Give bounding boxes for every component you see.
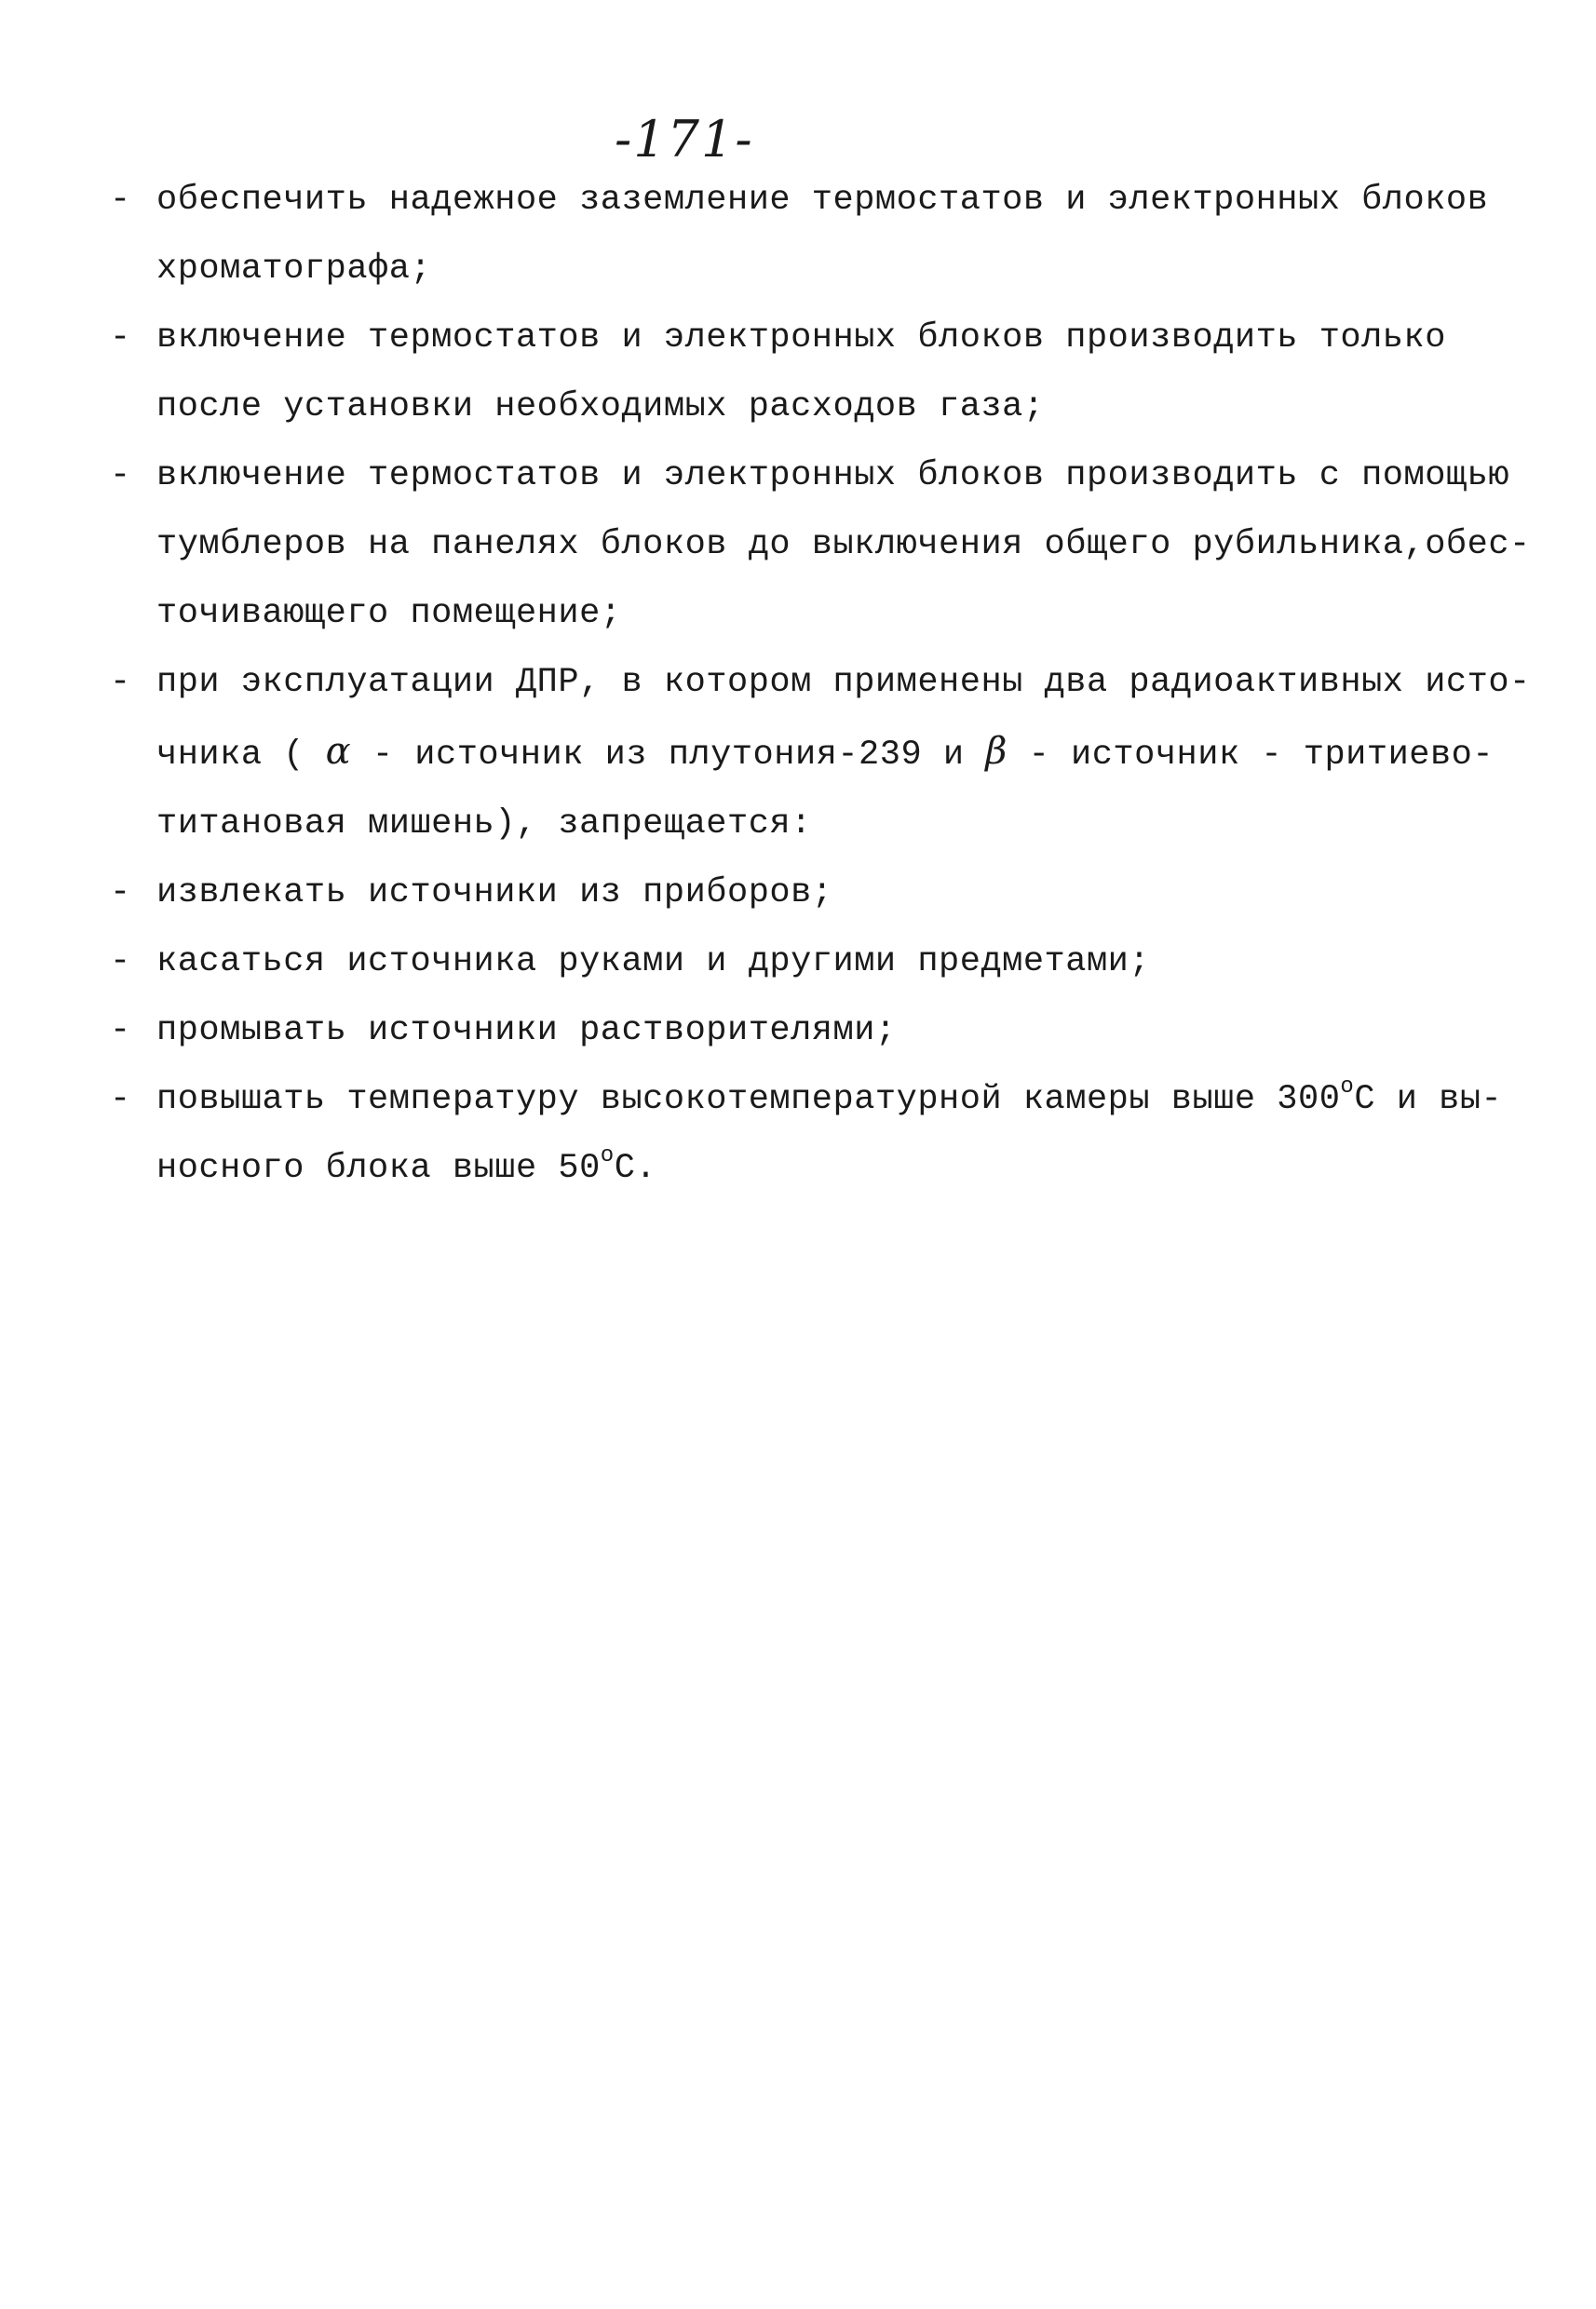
- text-fragment: С.: [614, 1149, 657, 1188]
- list-item: [110, 166, 1497, 304]
- text-line: промывать источники растворителями;: [156, 1011, 897, 1050]
- text-line: [156, 1134, 1497, 1203]
- text-fragment: повышать температуру высокотемпературной камеры выше 300: [156, 1080, 1341, 1119]
- item-text: [156, 166, 1497, 304]
- bullet-dash: -: [110, 942, 131, 981]
- list-item: [110, 648, 1531, 858]
- beta-symbol: β: [985, 730, 1008, 773]
- text-fragment: чника (: [156, 736, 304, 775]
- list-item: [110, 1065, 1503, 1203]
- text-line: извлекать источники из приборов;: [156, 873, 833, 912]
- bullet-dash: -: [110, 318, 131, 358]
- list-item: [110, 858, 1497, 927]
- list-item: [110, 927, 1497, 996]
- list-item: [110, 996, 1497, 1065]
- text-line: тумблеров на панелях блоков до выключения общего рубильника,обес-: [156, 525, 1531, 564]
- text-fragment: - источник из плутония-239 и: [351, 736, 986, 775]
- bullet-dash: -: [110, 1080, 131, 1119]
- text-line: титановая мишень), запрещается:: [156, 804, 812, 844]
- item-text: [156, 304, 1497, 441]
- text-line: после установки необходимых расходов газа;: [156, 387, 1045, 426]
- bullet-dash: -: [110, 873, 131, 912]
- item-text: [156, 441, 1531, 648]
- item-text: [156, 1065, 1503, 1203]
- requirements-list: [110, 166, 1531, 1203]
- text-line: при эксплуатации ДПР, в котором применены два радиоактивных исто-: [156, 663, 1531, 702]
- bullet-dash: -: [110, 1011, 131, 1050]
- degree-sign: о: [1340, 1073, 1355, 1100]
- text-line: точивающего помещение;: [156, 594, 622, 633]
- item-text: [156, 858, 1497, 927]
- bullet-dash: -: [110, 663, 131, 702]
- item-text: [156, 996, 1497, 1065]
- text-line: хроматографа;: [156, 250, 432, 289]
- text-line: касаться источника руками и другими предметами;: [156, 942, 1151, 981]
- alpha-symbol: α: [325, 730, 352, 773]
- page-number: -171-: [615, 110, 754, 169]
- item-text: [156, 648, 1531, 858]
- text-line: [156, 1065, 1503, 1134]
- text-fragment: - источник - тритиево-: [1007, 736, 1495, 775]
- text-line: обеспечить надежное заземление термостатов и электронных блоков: [156, 181, 1489, 220]
- bullet-dash: -: [110, 181, 131, 220]
- degree-sign: о: [600, 1142, 615, 1168]
- text-line: [156, 717, 1497, 790]
- list-item: [110, 304, 1497, 441]
- bullet-dash: -: [110, 456, 131, 495]
- list-item: [110, 441, 1531, 648]
- item-text: [156, 927, 1497, 996]
- text-line: включение термостатов и электронных блоков производить с помощью: [156, 456, 1510, 495]
- text-fragment: С и вы-: [1354, 1080, 1503, 1119]
- text-line: включение термостатов и электронных блоков производить только: [156, 318, 1446, 358]
- text-fragment: носного блока выше 50: [156, 1149, 601, 1188]
